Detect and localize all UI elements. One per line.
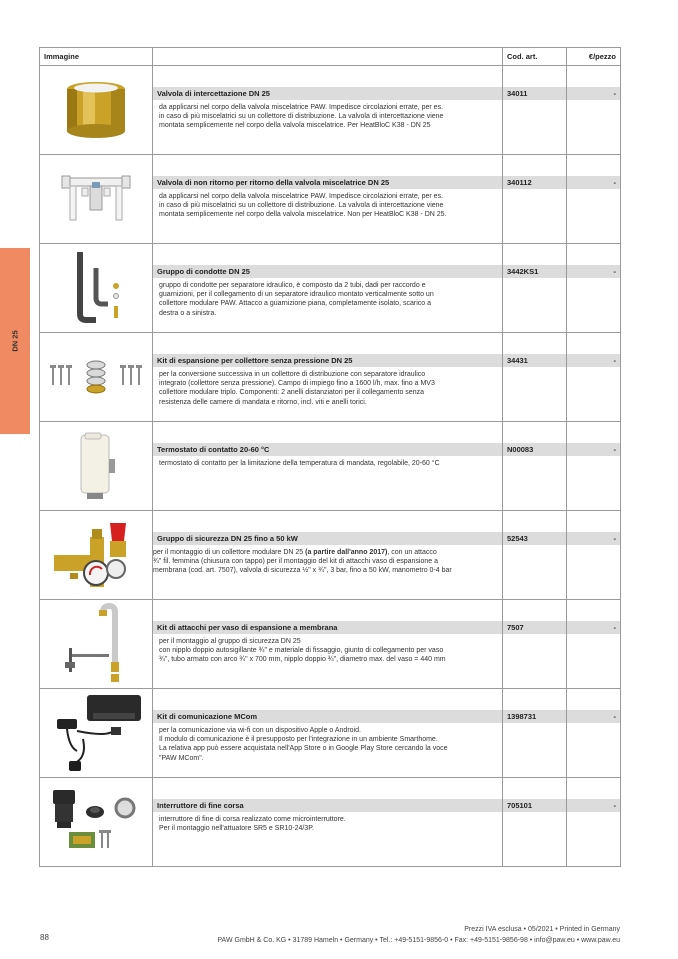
product-code-cell <box>503 511 567 600</box>
product-code-cell <box>503 66 567 155</box>
contact-thermostat-image <box>71 429 121 503</box>
shutoff-valve-image <box>61 79 131 141</box>
product-info-cell <box>153 66 503 155</box>
product-description <box>153 456 502 468</box>
product-info-cell <box>153 333 503 422</box>
expansion-kit-image <box>48 357 144 397</box>
table-row <box>40 778 621 867</box>
product-code: 1398731 <box>503 710 566 723</box>
desc-line: destra o a sinistra. <box>159 309 217 317</box>
table-row <box>40 511 621 600</box>
product-name: Termostato di contatto 20-60 °C <box>153 443 502 456</box>
product-info-cell <box>153 511 503 600</box>
product-name: Kit di comunicazione MCom <box>153 710 502 723</box>
section-side-tab <box>0 248 30 434</box>
product-description <box>153 189 502 220</box>
desc-line: Per il montaggio nell'attuatore SR5 e SR10-24/3P. <box>159 825 314 833</box>
product-price-cell <box>567 600 621 689</box>
product-code-cell <box>503 689 567 778</box>
product-description <box>153 100 502 131</box>
product-code-cell <box>503 422 567 511</box>
product-info-cell <box>153 155 503 244</box>
table-row <box>40 600 621 689</box>
desc-line: collettore modulare PAW. Attacco a guarnizione piana, completamente isolato, scarico a <box>159 300 431 308</box>
desc-line: integrato (collettore senza pressione). Campo di impiego fino a 1600 l/h, max. fino a MV3 <box>159 380 435 388</box>
header-code: Cod. art. <box>503 48 567 66</box>
footer-line-1: Prezzi IVA esclusa • 05/2021 • Printed in Germany <box>464 926 620 933</box>
desc-line: guarnizioni, per il collegamento di un separatore idraulico montato verticalmente sotto un <box>159 291 434 299</box>
pipe-group-image <box>66 248 126 328</box>
check-valve-image <box>56 168 136 230</box>
product-image-cell <box>40 155 153 244</box>
desc-line: gruppo di condotte per separatore idraulico, è composto da 2 tubi, dadi per raccordo e <box>159 282 426 289</box>
table-row <box>40 66 621 155</box>
product-price-cell <box>567 244 621 333</box>
desc-line: per il montaggio di un collettore modulare DN 25 (a partire dall'anno 2017), con un attacco <box>153 549 437 556</box>
product-image-cell <box>40 422 153 511</box>
product-price-cell <box>567 778 621 867</box>
mcom-kit-image <box>47 691 145 775</box>
product-description <box>153 545 502 576</box>
section-side-tab-label: DN 25 <box>10 330 20 352</box>
table-row <box>40 422 621 511</box>
product-price: - <box>567 354 620 367</box>
desc-line: con nipplo doppio autosigillante ¾" e materiale di fissaggio, giunto di collegamento per vaso <box>159 647 444 655</box>
product-image-cell <box>40 66 153 155</box>
product-code-cell <box>503 600 567 689</box>
product-price-cell <box>567 333 621 422</box>
desc-line: da applicarsi nel corpo della valvola miscelatrice PAW. Impedisce circolazioni errate, per es. <box>159 104 444 111</box>
product-name: Gruppo di sicurezza DN 25 fino a 50 kW <box>153 532 502 545</box>
table-row <box>40 155 621 244</box>
product-price-cell <box>567 422 621 511</box>
desc-line: interruttore di fine di corsa realizzato come microinterruttore. <box>159 816 346 823</box>
product-code: 340112 <box>503 176 566 189</box>
page-number: 88 <box>40 933 49 942</box>
desc-line: in caso di più miscelatrici su un collettore di distribuzione. La valvola di intercettazione viene <box>159 202 444 210</box>
desc-line: membrana (cod. art. 7507), valvola di sicurezza ½" x ¾", 3 bar, fino a 50 kW, manometro 0-4 bar <box>153 567 452 575</box>
expansion-vessel-kit-image <box>59 602 133 686</box>
product-code-cell <box>503 155 567 244</box>
footer-line-2: PAW GmbH & Co. KG • 31789 Hameln • Germany • Tel.: +49-5151-9856-0 • Fax: +49-5151-9856-98 • info@paw.eu • www.paw.eu <box>217 937 620 944</box>
product-price: - <box>567 176 620 189</box>
table-row <box>40 333 621 422</box>
product-code-cell <box>503 244 567 333</box>
product-info-cell <box>153 778 503 867</box>
product-image-cell <box>40 689 153 778</box>
product-code: 705101 <box>503 799 566 812</box>
header-description <box>153 48 503 66</box>
desc-line: per la comunicazione via wi-fi con un dispositivo Apple o Android. <box>159 727 361 734</box>
product-price: - <box>567 443 620 456</box>
product-code-cell <box>503 778 567 867</box>
desc-line: da applicarsi nel corpo della valvola miscelatrice PAW. Impedisce circolazioni errate, per es. <box>159 193 444 200</box>
product-price: - <box>567 621 620 634</box>
product-info-cell <box>153 689 503 778</box>
product-code: 34431 <box>503 354 566 367</box>
desc-line: per la conversione successiva in un collettore di distribuzione con separatore idraulico <box>159 371 426 378</box>
table-header-row <box>40 48 621 66</box>
product-info-cell <box>153 244 503 333</box>
limit-switch-image <box>49 784 143 860</box>
product-price-cell <box>567 155 621 244</box>
desc-line: termostato di contatto per la limitazione della temperatura di mandata, regolabile, 20-60 °C <box>159 460 440 467</box>
product-image-cell <box>40 778 153 867</box>
desc-line: ¾" fil. femmina (chiusura con tappo) per il montaggio del kit di attacchi vaso di espansione a <box>153 558 438 566</box>
table-row <box>40 244 621 333</box>
desc-line: Il modulo di comunicazione è il presupposto per l'integrazione in un ambiente Smarthome. <box>159 736 438 744</box>
product-price: - <box>567 87 620 100</box>
product-description <box>153 367 502 407</box>
product-image-cell <box>40 244 153 333</box>
header-price: €/pezzo <box>567 48 621 66</box>
product-name: Valvola di non ritorno per ritorno della valvola miscelatrice DN 25 <box>153 176 502 189</box>
product-description <box>153 634 502 665</box>
product-description <box>153 812 502 833</box>
safety-group-image <box>50 515 142 595</box>
product-price-cell <box>567 66 621 155</box>
product-code-cell <box>503 333 567 422</box>
table-row <box>40 689 621 778</box>
desc-line: ¾", tubo armato con arco ¾" x 700 mm, nipplo doppio ¾", diametro max. del vaso = 440 mm <box>159 656 446 664</box>
product-image-cell <box>40 333 153 422</box>
product-code: 3442KS1 <box>503 265 566 278</box>
product-price: - <box>567 710 620 723</box>
product-price-cell <box>567 511 621 600</box>
desc-line: collettore modulare triplo. Componenti: 2 anelli distanziatori per il collegamento senza <box>159 389 424 397</box>
product-code: 52543 <box>503 532 566 545</box>
product-name: Kit di espansione per collettore senza pressione DN 25 <box>153 354 502 367</box>
desc-line: montata semplicemente nel corpo della valvola miscelatrice. Non per HeatBloC K38 - DN 25. <box>159 211 447 219</box>
product-name: Valvola di intercettazione DN 25 <box>153 87 502 100</box>
product-price: - <box>567 265 620 278</box>
product-table <box>39 47 621 867</box>
product-name: Kit di attacchi per vaso di espansione a membrana <box>153 621 502 634</box>
product-code: 7507 <box>503 621 566 634</box>
product-price-cell <box>567 689 621 778</box>
desc-line: in caso di più miscelatrici su un collettore di distribuzione. La valvola di intercettazione viene <box>159 113 444 121</box>
product-price: - <box>567 799 620 812</box>
product-image-cell <box>40 511 153 600</box>
product-name: Gruppo di condotte DN 25 <box>153 265 502 278</box>
header-image: Immagine <box>40 48 153 66</box>
desc-line: La relativa app può essere acquistata nell'App Store o in Google Play Store cercando la voce <box>159 745 448 753</box>
desc-line: per il montaggio al gruppo di sicurezza DN 25 <box>159 638 301 645</box>
product-price: - <box>567 532 620 545</box>
product-info-cell <box>153 600 503 689</box>
product-code: N00083 <box>503 443 566 456</box>
product-image-cell <box>40 600 153 689</box>
desc-line: montata semplicemente nel corpo della valvola miscelatrice. Per HeatBloC K38 - DN 25 <box>159 122 431 130</box>
product-info-cell <box>153 422 503 511</box>
desc-highlight: (a partire dall'anno 2017) <box>305 549 388 556</box>
desc-line: resistenza delle camere di mandata e ritorno, incl. viti e anelli torici. <box>159 398 367 406</box>
product-code: 34011 <box>503 87 566 100</box>
product-name: Interruttore di fine corsa <box>153 799 502 812</box>
product-description <box>153 278 502 318</box>
desc-line: "PAW MCom". <box>159 754 204 762</box>
product-description <box>153 723 502 763</box>
